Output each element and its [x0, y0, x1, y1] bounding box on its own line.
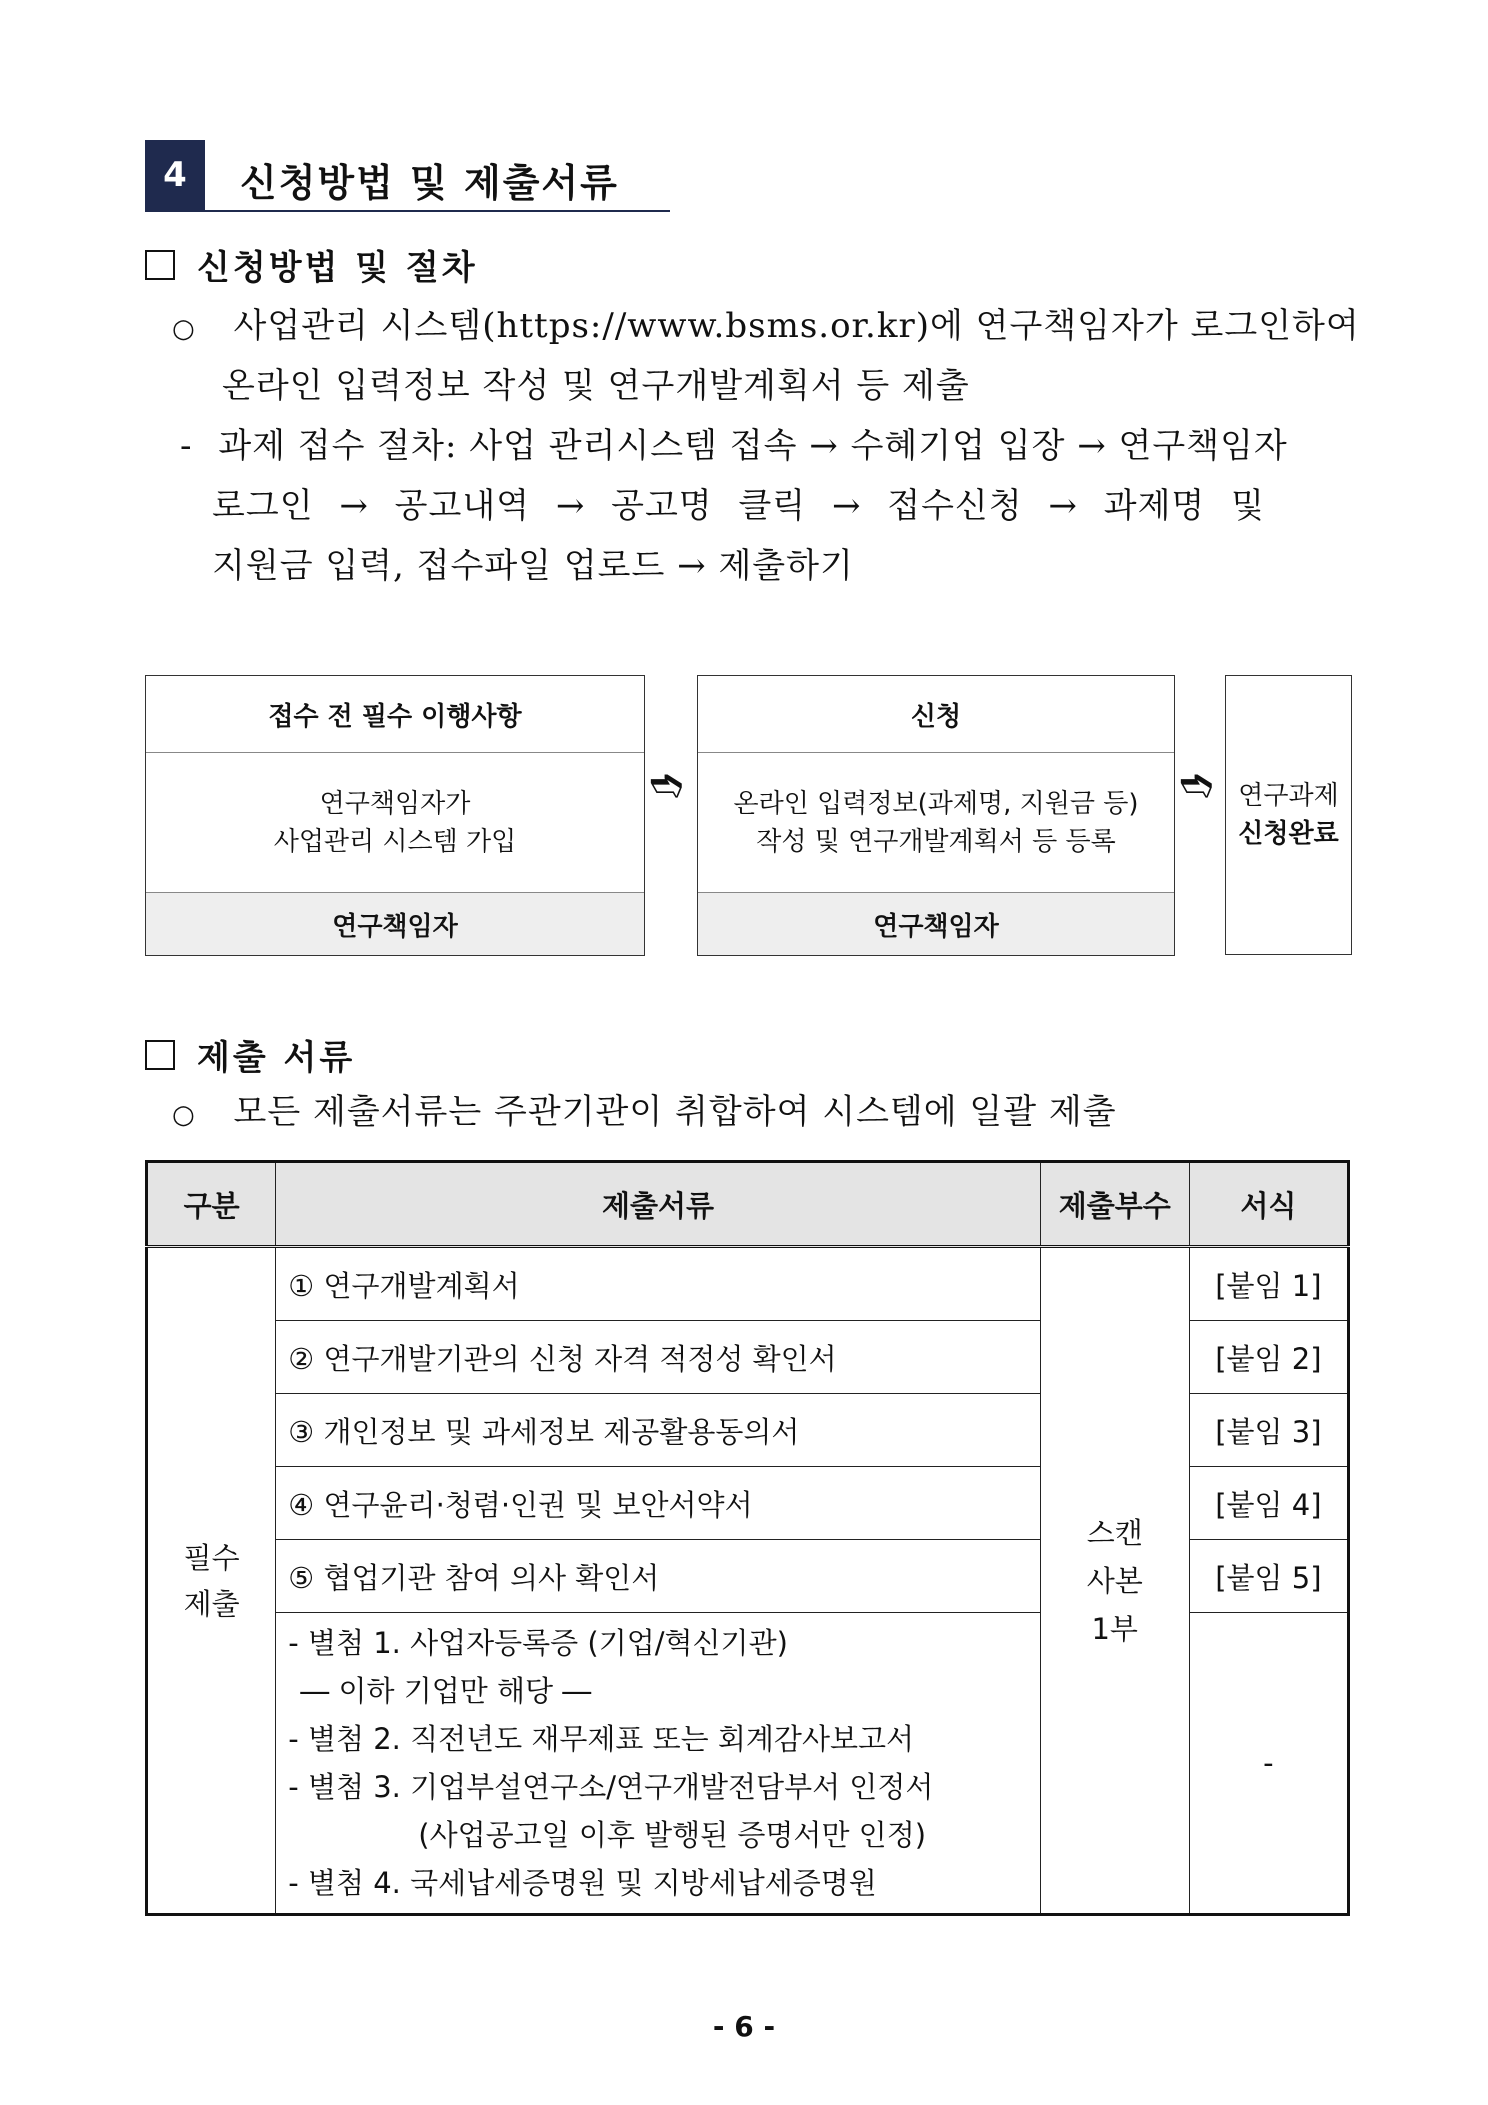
bullet-line1: 사업관리 시스템(https://www.bsms.or.kr)에 연구책임자가 로그인하여: [233, 306, 1360, 346]
flow-step-complete: [1225, 675, 1352, 955]
flow-step-header: 신청: [698, 676, 1174, 753]
copies-line: 1부: [1091, 1611, 1138, 1646]
attachment-line: - 별첨 2. 직전년도 재무제표 또는 회계감사보고서: [288, 1722, 915, 1756]
flow-step-body: [146, 753, 644, 892]
table-header-cell: 제출서류: [276, 1162, 1040, 1247]
attachment-line: - 별첨 1. 사업자등록증 (기업/혁신기관): [288, 1626, 788, 1660]
bullet-mark: ○: [172, 1100, 196, 1130]
flow-step-body-line: 연구책임자가: [319, 788, 471, 819]
copies-line: 스캔: [1086, 1515, 1143, 1550]
form-cell: [붙임 4]: [1189, 1467, 1348, 1540]
table-header-cell: 구분: [147, 1162, 276, 1247]
procedure-dash: [180, 416, 1288, 476]
documents-heading-text: 제출 서류: [197, 1038, 356, 1078]
dash-line1: 과제 접수 절차: 사업 관리시스템 접속 → 수혜기업 입장 → 연구책임자: [218, 426, 1288, 466]
copies-cell: [1040, 1247, 1189, 1915]
flow-step-header: 접수 전 필수 이행사항: [146, 676, 644, 753]
dash-mark: -: [180, 426, 193, 466]
flow-step-body-line: 온라인 입력정보(과제명, 지원금 등): [733, 788, 1139, 819]
documents-bullet-text: 모든 제출서류는 주관기관이 취합하여 시스템에 일괄 제출: [233, 1092, 1117, 1132]
attachment-line: ― 이하 기업만 해당 ―: [300, 1674, 592, 1708]
page-number: - 6 -: [712, 2010, 776, 2043]
table-header-cell: 제출부수: [1040, 1162, 1189, 1247]
documents-table: [145, 1160, 1350, 1916]
flow-step-prerequisite: [145, 675, 645, 956]
document-cell: ① 연구개발계획서: [276, 1247, 1040, 1321]
flow-step-apply: [697, 675, 1175, 956]
flow-arrow-icon: ➬: [1180, 762, 1214, 808]
document-cell: ④ 연구윤리·청렴·인권 및 보안서약서: [276, 1467, 1040, 1540]
table-header-cell: 서식: [1189, 1162, 1348, 1247]
document-cell: ② 연구개발기관의 신청 자격 적정성 확인서: [276, 1321, 1040, 1394]
document-cell: ③ 개인정보 및 과세정보 제공활용동의서: [276, 1394, 1040, 1467]
category-line: 필수: [183, 1540, 240, 1575]
attachment-line: - 별첨 4. 국세납세증명원 및 지방세납세증명원: [288, 1866, 877, 1900]
documents-heading: [145, 1030, 355, 1079]
category-line: 제출: [183, 1586, 240, 1621]
form-cell: [붙임 5]: [1189, 1540, 1348, 1613]
checkbox-square-icon: [145, 1040, 175, 1070]
bullet-mark: ○: [172, 314, 196, 344]
attachment-line: (사업공고일 이후 발행된 증명서만 인정): [418, 1818, 927, 1852]
procedure-heading-text: 신청방법 및 절차: [197, 248, 478, 288]
documents-bullet: [172, 1082, 1117, 1145]
form-cell: [붙임 3]: [1189, 1394, 1348, 1467]
procedure-heading: [145, 240, 478, 289]
flow-step-body: [698, 753, 1174, 892]
section-header: [145, 140, 670, 212]
dash-line2: 로그인 → 공고내역 → 공고명 클릭 → 접수신청 → 과제명 및: [212, 486, 1265, 526]
form-cell: -: [1189, 1613, 1348, 1915]
table-header-row: [147, 1162, 1349, 1247]
form-cell: [붙임 1]: [1189, 1247, 1348, 1321]
copies-line: 사본: [1086, 1563, 1143, 1598]
flow-step-footer: 연구책임자: [698, 892, 1174, 955]
dash-line3: 지원금 입력, 접수파일 업로드 → 제출하기: [212, 546, 854, 586]
flow-step-body-line: 사업관리 시스템 가입: [273, 826, 517, 857]
attachments-cell: [276, 1613, 1040, 1915]
flow-arrow-icon: ➬: [650, 762, 684, 808]
flow-final-line1: 연구과제: [1238, 781, 1339, 811]
procedure-bullet: [172, 296, 1360, 359]
bullet-line2: 온라인 입력정보 작성 및 연구개발계획서 등 제출: [222, 366, 970, 406]
attachment-line: - 별첨 3. 기업부설연구소/연구개발전담부서 인정서: [288, 1770, 934, 1804]
form-cell: [붙임 2]: [1189, 1321, 1348, 1394]
flow-step-body-line: 작성 및 연구개발계획서 등 등록: [756, 826, 1116, 857]
category-cell: [147, 1247, 276, 1915]
flow-final-line2: 신청완료: [1238, 819, 1339, 849]
section-title: 신청방법 및 제출서류: [240, 161, 619, 205]
section-number: 4: [145, 140, 205, 210]
checkbox-square-icon: [145, 250, 175, 280]
flow-step-footer: 연구책임자: [146, 892, 644, 955]
document-cell: ⑤ 협업기관 참여 의사 확인서: [276, 1540, 1040, 1613]
table-row: [147, 1247, 1349, 1321]
